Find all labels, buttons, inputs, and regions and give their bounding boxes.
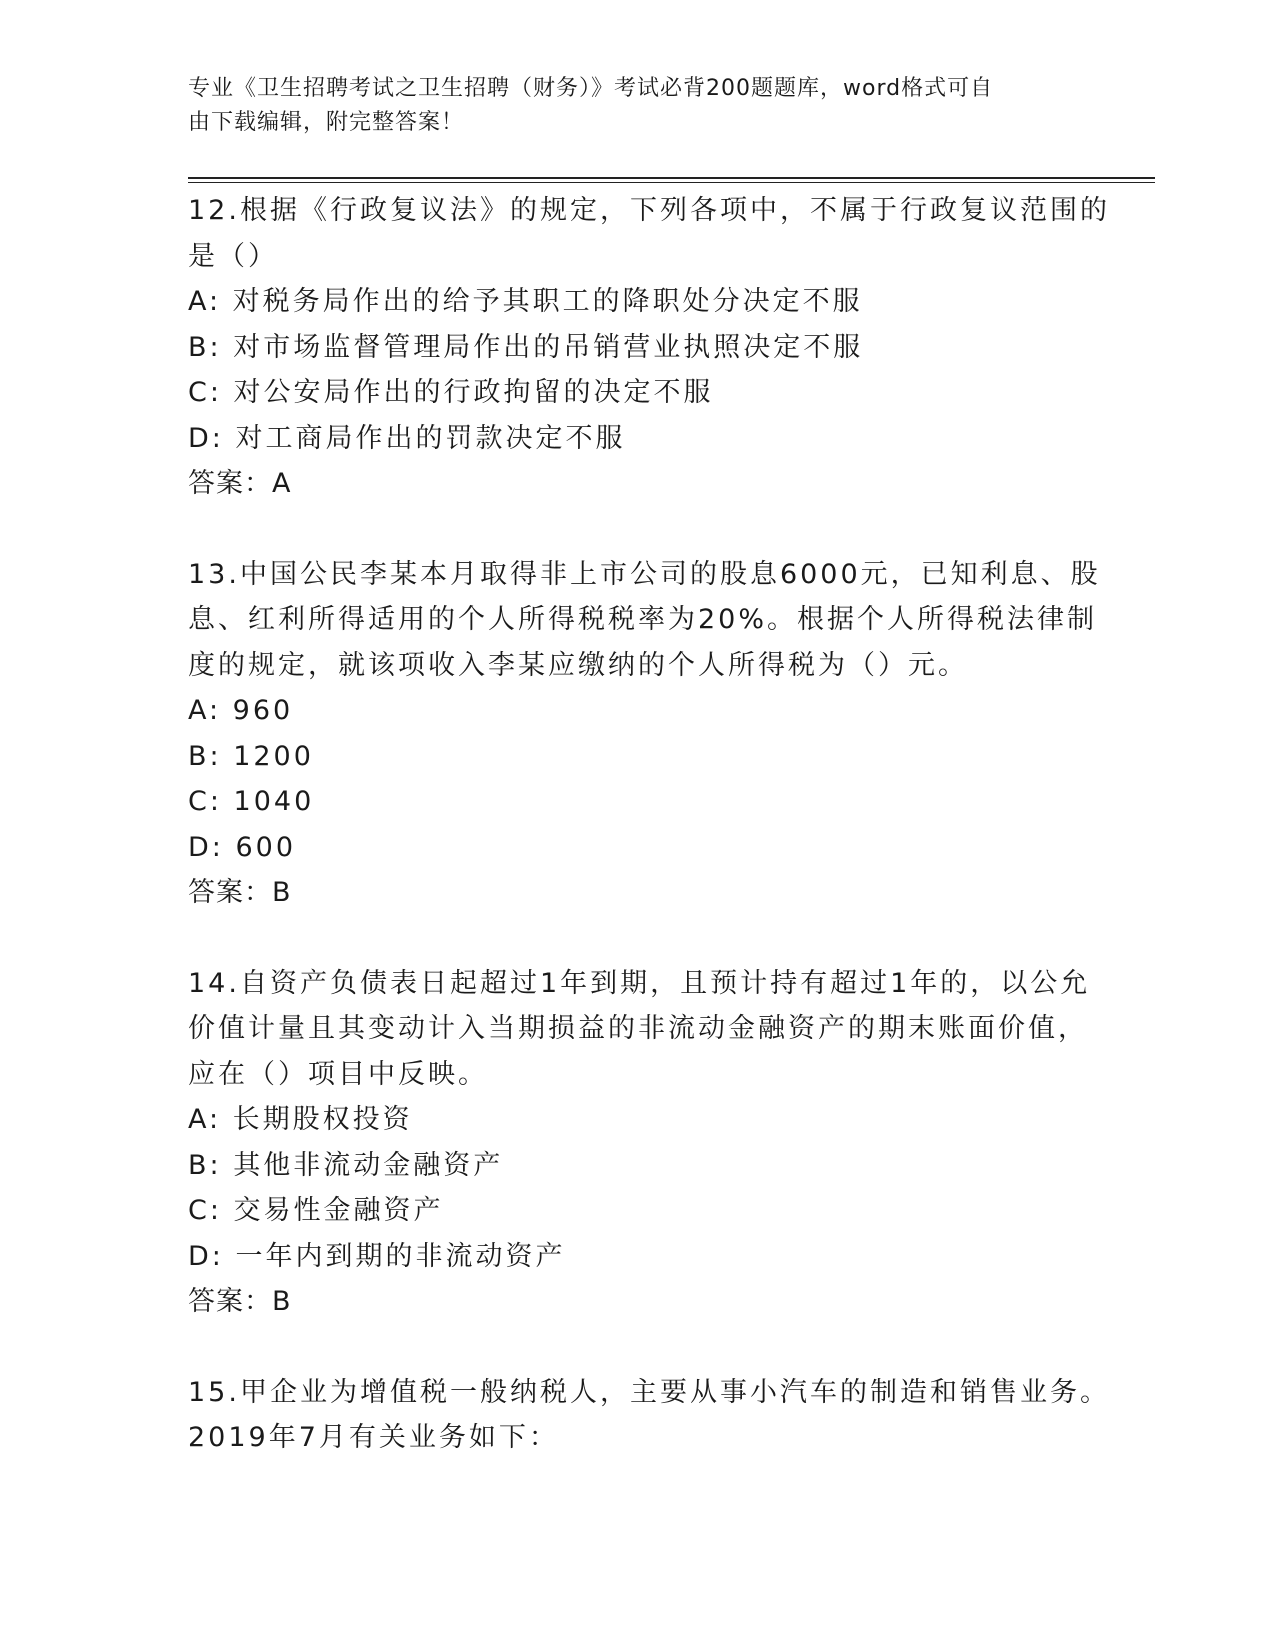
option-d: D: 一年内到期的非流动资产 xyxy=(188,1240,566,1272)
answer-line: 答案：B xyxy=(188,877,292,908)
question-text-line: 应在（）项目中反映。 xyxy=(188,1058,488,1090)
option-c: C: 对公安局作出的行政拘留的决定不服 xyxy=(188,377,714,408)
option-a: A: 960 xyxy=(188,695,294,726)
question-text-line: 15.甲企业为增值税一般纳税人，主要从事小汽车的制造和销售业务。 xyxy=(188,1376,1110,1408)
question-text-line: 2019年7月有关业务如下： xyxy=(188,1422,559,1453)
option-b: B: 1200 xyxy=(188,740,314,772)
question-text-line: 价值计量且其变动计入当期损益的非流动金融资产的期末账面价值， xyxy=(188,1013,1088,1044)
document-header xyxy=(188,72,1068,140)
header-divider-thick xyxy=(188,177,1155,179)
question-list xyxy=(188,188,1110,1506)
option-b: B: 对市场监督管理局作出的吊销营业执照决定不服 xyxy=(188,331,864,363)
option-c: C: 交易性金融资产 xyxy=(188,1195,444,1226)
question-13 xyxy=(188,552,1101,916)
answer-line: 答案：A xyxy=(188,468,292,499)
header-line-1: 专业《卫生招聘考试之卫生招聘（财务）》考试必背200题题库，word格式可自 xyxy=(188,76,994,101)
header-line-2: 由下载编辑，附完整答案！ xyxy=(188,110,465,135)
question-text-line: 14.自资产负债表日起超过1年到期，且预计持有超过1年的，以公允 xyxy=(188,967,1091,999)
answer-line: 答案：B xyxy=(188,1286,292,1317)
header-divider-thin xyxy=(188,182,1155,183)
option-d: D: 600 xyxy=(188,831,297,863)
question-text-line: 息、红利所得适用的个人所得税税率为20%。根据个人所得税法律制 xyxy=(188,604,1098,635)
option-c: C: 1040 xyxy=(188,786,315,817)
question-text-line: 度的规定，就该项收入李某应缴纳的个人所得税为（）元。 xyxy=(188,649,968,681)
question-text-line: 12.根据《行政复议法》的规定，下列各项中，不属于行政复议范围的 xyxy=(188,195,1110,226)
question-15 xyxy=(188,1370,1110,1461)
option-a: A: 长期股权投资 xyxy=(188,1104,413,1135)
question-text-line: 是（） xyxy=(188,240,278,272)
question-text-line: 13.中国公民李某本月取得非上市公司的股息6000元，已知利息、股 xyxy=(188,558,1101,590)
question-12 xyxy=(188,188,1110,507)
option-b: B: 其他非流动金融资产 xyxy=(188,1149,504,1181)
option-d: D: 对工商局作出的罚款决定不服 xyxy=(188,422,626,454)
question-14 xyxy=(188,961,1091,1325)
option-a: A: 对税务局作出的给予其职工的降职处分决定不服 xyxy=(188,286,863,317)
